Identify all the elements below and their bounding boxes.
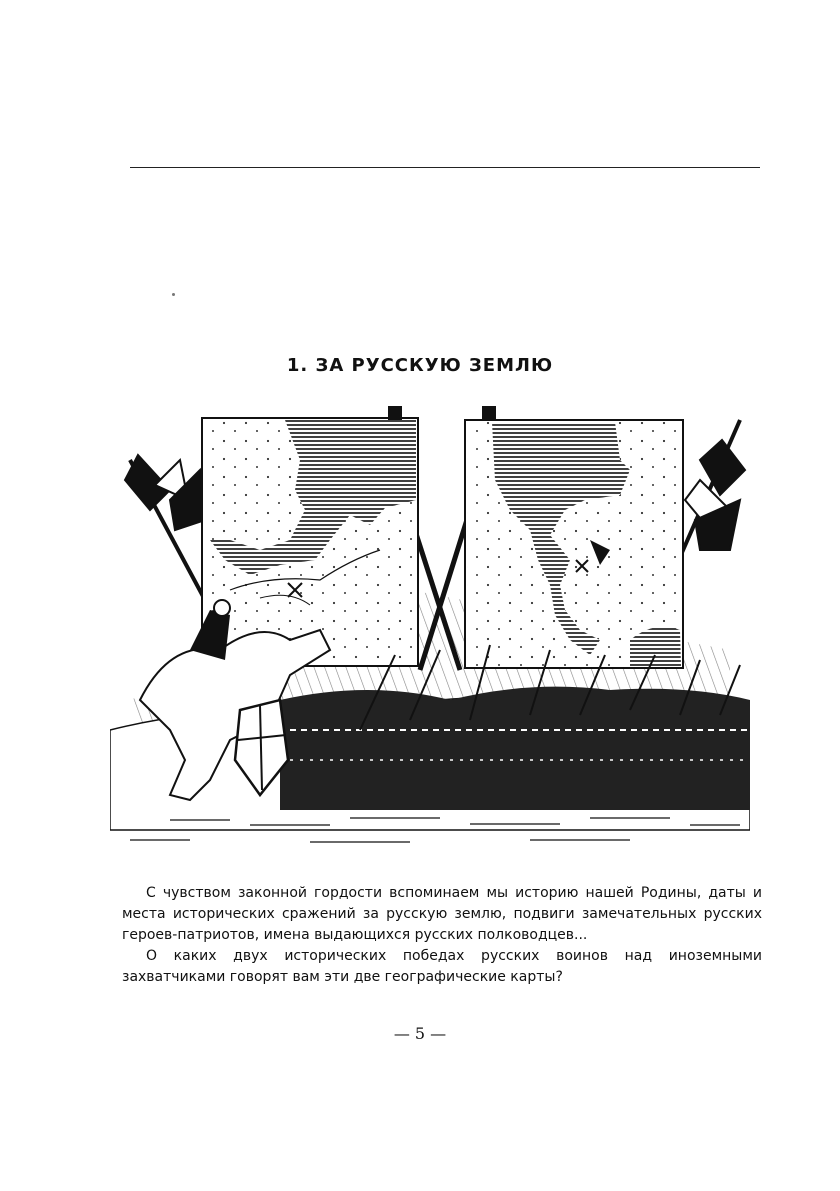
paragraph: С чувством законной гордости вспоминаем мы историю нашей Родины, даты и места исторических сражений за русскую землю, подвиги замечательных русских героев-патриотов, имена выдающихся русских полководцев...: [122, 885, 762, 943]
body-text: [122, 883, 762, 988]
map-left-icon: [202, 406, 418, 666]
chapter-title: 1. ЗА РУССКУЮ ЗЕМЛЮ: [286, 355, 554, 376]
map-right-icon: [465, 406, 683, 668]
halberd-icon: [125, 455, 205, 600]
scan-speck: [172, 293, 175, 296]
battle-maps-illustration: [110, 400, 750, 855]
page-number: — 5 —: [393, 1024, 447, 1043]
paragraph: О каких двух исторических победах русских воинов над иноземными захватчиками говорят вам эти две географические карты?: [122, 948, 762, 985]
header-rule: [130, 167, 760, 168]
